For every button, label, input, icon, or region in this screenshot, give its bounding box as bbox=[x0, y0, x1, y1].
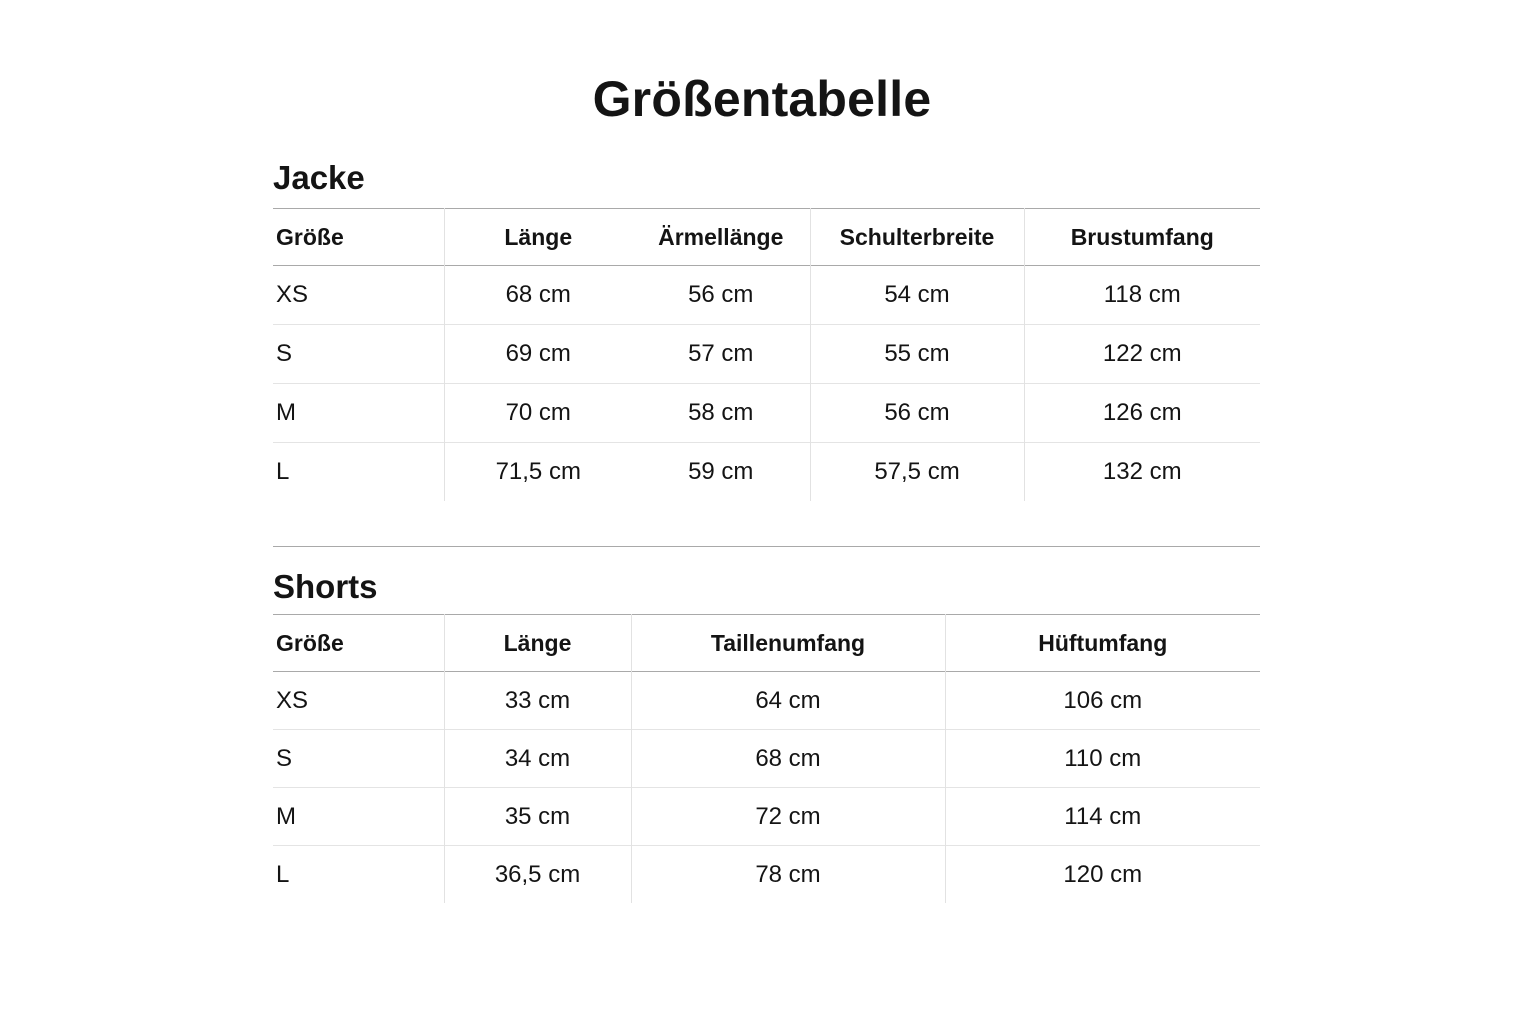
table-cell: 35 cm bbox=[444, 788, 631, 846]
table-row bbox=[273, 384, 1260, 443]
table-cell: 34 cm bbox=[444, 730, 631, 788]
table-cell: 126 cm bbox=[1024, 384, 1260, 443]
table-row bbox=[273, 443, 1260, 502]
table-cell: 56 cm bbox=[810, 384, 1024, 443]
header-cell-size: Größe bbox=[276, 223, 344, 250]
table-cell: 56 cm bbox=[688, 281, 754, 308]
header-cell-hip: Hüftumfang bbox=[945, 615, 1260, 672]
jacke-section bbox=[273, 158, 1260, 501]
table-header-row bbox=[273, 615, 1260, 672]
table-cell: 122 cm bbox=[1024, 325, 1260, 384]
table-cell: 132 cm bbox=[1024, 443, 1260, 502]
table-row bbox=[273, 788, 1260, 846]
table-cell: 33 cm bbox=[444, 672, 631, 730]
header-cell-length: Länge bbox=[444, 209, 632, 266]
table-cell: M bbox=[273, 384, 444, 443]
table-row bbox=[273, 325, 1260, 384]
table-cell: 68 cm bbox=[444, 266, 632, 325]
table-cell: 78 cm bbox=[631, 846, 945, 904]
page-title: Größentabelle bbox=[592, 71, 932, 127]
header-cell-waist: Taillenumfang bbox=[631, 615, 945, 672]
table-cell: 118 cm bbox=[1024, 266, 1260, 325]
table-cell: XS bbox=[276, 281, 309, 308]
header-cell-shoulder-width: Schulterbreite bbox=[810, 209, 1024, 266]
table-row bbox=[273, 266, 1260, 325]
table-cell: L bbox=[273, 443, 444, 502]
table-row bbox=[273, 730, 1260, 788]
header-cell-length: Länge bbox=[444, 615, 631, 672]
table-cell: S bbox=[273, 325, 444, 384]
table-cell: 110 cm bbox=[945, 730, 1260, 788]
table-cell: 72 cm bbox=[631, 788, 945, 846]
table-cell: 54 cm bbox=[810, 266, 1024, 325]
table-cell: XS bbox=[276, 686, 309, 714]
table-cell: 120 cm bbox=[945, 846, 1260, 904]
table-row bbox=[273, 846, 1260, 904]
table-cell: 55 cm bbox=[810, 325, 1024, 384]
table-cell: 64 cm bbox=[631, 672, 945, 730]
shorts-section-title: Shorts bbox=[273, 568, 378, 605]
table-cell: S bbox=[273, 730, 444, 788]
header-cell-chest: Brustumfang bbox=[1024, 209, 1260, 266]
header-cell-sleeve-length: Ärmellänge bbox=[658, 223, 784, 250]
table-cell: 106 cm bbox=[945, 672, 1260, 730]
shorts-section bbox=[273, 546, 1260, 903]
table-cell: 59 cm bbox=[632, 443, 810, 502]
table-cell: L bbox=[273, 846, 444, 904]
table-cell: 57,5 cm bbox=[810, 443, 1024, 502]
jacke-size-table bbox=[273, 208, 1260, 501]
table-cell: 58 cm bbox=[632, 384, 810, 443]
table-cell: 68 cm bbox=[631, 730, 945, 788]
table-cell: 57 cm bbox=[632, 325, 810, 384]
table-cell: M bbox=[273, 788, 444, 846]
table-cell: 70 cm bbox=[444, 384, 632, 443]
table-cell: 71,5 cm bbox=[444, 443, 632, 502]
table-header-row bbox=[273, 209, 1260, 266]
table-cell: 69 cm bbox=[444, 325, 632, 384]
header-cell-size: Größe bbox=[276, 629, 344, 656]
shorts-size-table bbox=[273, 614, 1260, 903]
table-row bbox=[273, 672, 1260, 730]
table-cell: 36,5 cm bbox=[444, 846, 631, 904]
jacke-section-title: Jacke bbox=[273, 159, 365, 196]
table-cell: 114 cm bbox=[945, 788, 1260, 846]
